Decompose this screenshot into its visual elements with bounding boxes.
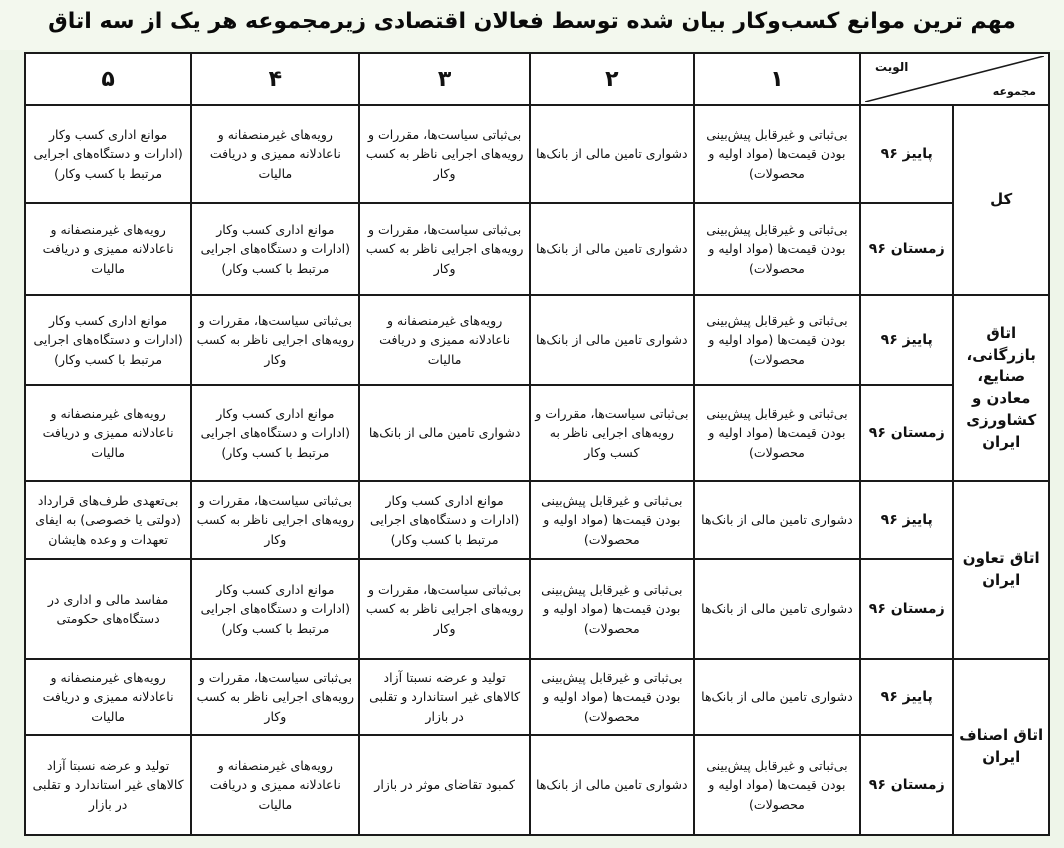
season-label: پاییز ۹۶: [860, 295, 953, 385]
season-label: پاییز ۹۶: [860, 105, 953, 203]
table-cell: موانع اداری کسب وکار (ادارات و دستگاه‌های اجرایی مرتبط با کسب وکار): [191, 385, 359, 481]
table-cell: دشواری تامین مالی از بانک‌ها: [530, 295, 694, 385]
group-label: مجموعه: [992, 85, 1036, 98]
table-cell: مفاسد مالی و اداری در دستگاه‌های حکومتی: [25, 559, 191, 659]
table-cell: بی‌ثباتی سیاست‌ها، مقررات و رویه‌های اجرایی ناظر به کسب وکار: [359, 203, 529, 295]
table-row: [25, 385, 1049, 481]
table-cell: رویه‌های غیرمنصفانه و ناعادلانه ممیزی و دریافت مالیات: [359, 295, 529, 385]
rank-header-4: ۴: [191, 53, 359, 105]
rank-header-3: ۳: [359, 53, 529, 105]
table-cell: دشواری تامین مالی از بانک‌ها: [530, 735, 694, 835]
table-row: [25, 105, 1049, 203]
table-cell: تولید و عرضه نسبتا آزاد کالاهای غیر استاندارد و تقلبی در بازار: [25, 735, 191, 835]
table-cell: دشواری تامین مالی از بانک‌ها: [530, 203, 694, 295]
table-cell: موانع اداری کسب وکار (ادارات و دستگاه‌های اجرایی مرتبط با کسب وکار): [25, 295, 191, 385]
table-row: [25, 481, 1049, 559]
table-row: [25, 735, 1049, 835]
table-cell: دشواری تامین مالی از بانک‌ها: [359, 385, 529, 481]
table-cell: بی‌ثباتی و غیرقابل پیش‌بینی بودن قیمت‌ها (مواد اولیه و محصولات): [694, 295, 860, 385]
table-cell: رویه‌های غیرمنصفانه و ناعادلانه ممیزی و دریافت مالیات: [191, 105, 359, 203]
table-cell: بی‌تعهدی طرف‌های قرارداد (دولتی یا خصوصی) به ایفای تعهدات و وعده هایشان: [25, 481, 191, 559]
rank-header-2: ۲: [530, 53, 694, 105]
table-cell: بی‌ثباتی و غیرقابل پیش‌بینی بودن قیمت‌ها (مواد اولیه و محصولات): [694, 385, 860, 481]
table-cell: رویه‌های غیرمنصفانه و ناعادلانه ممیزی و دریافت مالیات: [191, 735, 359, 835]
table-cell: دشواری تامین مالی از بانک‌ها: [530, 105, 694, 203]
obstacles-table: [24, 52, 1050, 836]
table-cell: بی‌ثباتی سیاست‌ها، مقررات و رویه‌های اجرایی ناظر به کسب وکار: [191, 295, 359, 385]
season-label: پاییز ۹۶: [860, 659, 953, 735]
group-name: کل: [953, 105, 1049, 295]
group-name: اتاق تعاون ایران: [953, 481, 1049, 659]
table-cell: موانع اداری کسب وکار (ادارات و دستگاه‌های اجرایی مرتبط با کسب وکار): [359, 481, 529, 559]
table-cell: رویه‌های غیرمنصفانه و ناعادلانه ممیزی و دریافت مالیات: [25, 203, 191, 295]
table-cell: تولید و عرضه نسبتا آزاد کالاهای غیر استاندارد و تقلبی در بازار: [359, 659, 529, 735]
table-cell: بی‌ثباتی و غیرقابل پیش‌بینی بودن قیمت‌ها (مواد اولیه و محصولات): [694, 105, 860, 203]
table-cell: دشواری تامین مالی از بانک‌ها: [694, 659, 860, 735]
corner-header: [860, 53, 1049, 105]
table-cell: رویه‌های غیرمنصفانه و ناعادلانه ممیزی و دریافت مالیات: [25, 659, 191, 735]
season-label: زمستان ۹۶: [860, 559, 953, 659]
table-cell: بی‌ثباتی سیاست‌ها، مقررات و رویه‌های اجرایی ناظر به کسب وکار: [359, 105, 529, 203]
table-cell: دشواری تامین مالی از بانک‌ها: [694, 481, 860, 559]
table-cell: بی‌ثباتی سیاست‌ها، مقررات و رویه‌های اجرایی ناظر به کسب وکار: [359, 559, 529, 659]
table-cell: موانع اداری کسب وکار (ادارات و دستگاه‌های اجرایی مرتبط با کسب وکار): [25, 105, 191, 203]
rank-header-1: ۱: [694, 53, 860, 105]
rank-header-5: ۵: [25, 53, 191, 105]
table-cell: موانع اداری کسب وکار (ادارات و دستگاه‌های اجرایی مرتبط با کسب وکار): [191, 203, 359, 295]
table-cell: دشواری تامین مالی از بانک‌ها: [694, 559, 860, 659]
priority-label: الویت: [875, 60, 909, 74]
group-name: اتاق بازرگانی، صنایع، معادن و کشاورزی ایران: [953, 295, 1049, 481]
table-row: [25, 203, 1049, 295]
season-label: زمستان ۹۶: [860, 203, 953, 295]
table-cell: بی‌ثباتی و غیرقابل پیش‌بینی بودن قیمت‌ها (مواد اولیه و محصولات): [530, 481, 694, 559]
page-title: مهم ترین موانع کسب‌وکار بیان شده توسط فعالان اقتصادی زیرمجموعه هر یک از سه اتاق: [48, 9, 1016, 34]
table-cell: موانع اداری کسب وکار (ادارات و دستگاه‌های اجرایی مرتبط با کسب وکار): [191, 559, 359, 659]
group-name: اتاق اصناف ایران: [953, 659, 1049, 835]
table-cell: بی‌ثباتی و غیرقابل پیش‌بینی بودن قیمت‌ها (مواد اولیه و محصولات): [530, 559, 694, 659]
table-row: [25, 659, 1049, 735]
table-cell: رویه‌های غیرمنصفانه و ناعادلانه ممیزی و دریافت مالیات: [25, 385, 191, 481]
season-label: زمستان ۹۶: [860, 735, 953, 835]
table-cell: بی‌ثباتی و غیرقابل پیش‌بینی بودن قیمت‌ها (مواد اولیه و محصولات): [694, 203, 860, 295]
table-cell: کمبود تقاضای موثر در بازار: [359, 735, 529, 835]
table-row: [25, 295, 1049, 385]
season-label: پاییز ۹۶: [860, 481, 953, 559]
season-label: زمستان ۹۶: [860, 385, 953, 481]
table-row: [25, 559, 1049, 659]
table-cell: بی‌ثباتی و غیرقابل پیش‌بینی بودن قیمت‌ها (مواد اولیه و محصولات): [530, 659, 694, 735]
header-row: [25, 53, 1049, 105]
table-cell: بی‌ثباتی سیاست‌ها، مقررات و رویه‌های اجرایی ناظر به کسب وکار: [530, 385, 694, 481]
table-cell: بی‌ثباتی سیاست‌ها، مقررات و رویه‌های اجرایی ناظر به کسب وکار: [191, 481, 359, 559]
table-cell: بی‌ثباتی سیاست‌ها، مقررات و رویه‌های اجرایی ناظر به کسب وکار: [191, 659, 359, 735]
table-cell: بی‌ثباتی و غیرقابل پیش‌بینی بودن قیمت‌ها (مواد اولیه و محصولات): [694, 735, 860, 835]
